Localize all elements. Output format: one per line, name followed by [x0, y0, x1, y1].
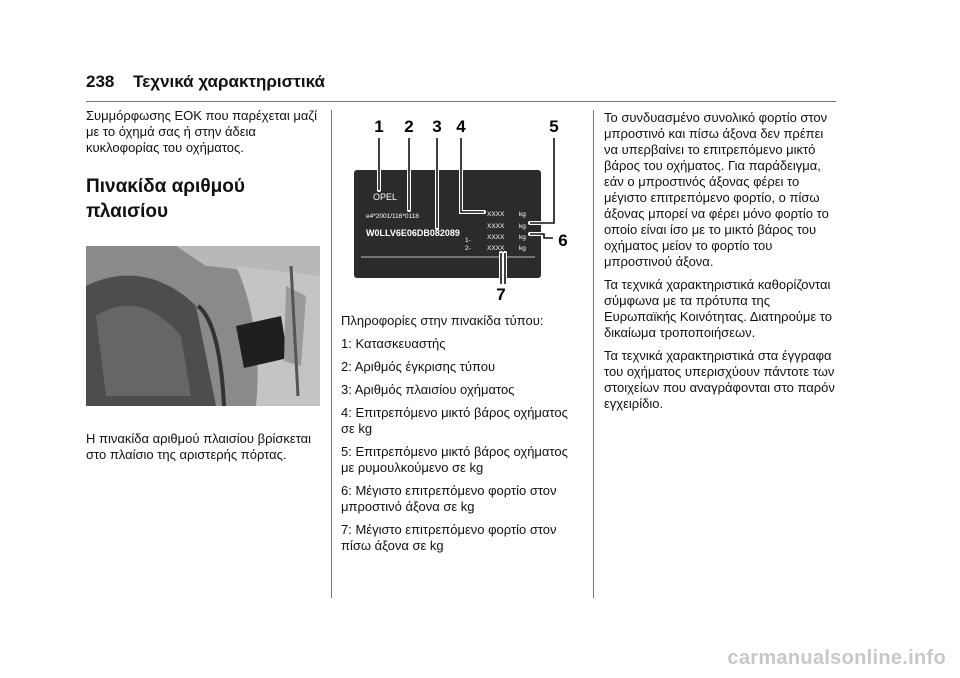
plate-weight-1: XXXX: [487, 211, 505, 218]
plate-weight-3: XXXX: [487, 234, 505, 241]
plate-info-item-6: 6: Μέγιστο επιτρεπόμενο φορτίο στον μπροστινό άξονα σε kg: [341, 483, 557, 514]
plate-vin: W0LLV6E06DB082089: [366, 228, 460, 238]
column-divider-2: [593, 110, 594, 598]
column-middle: [341, 313, 581, 561]
footer-watermark: carmanualsonline.info: [727, 647, 946, 669]
callout-6: 6: [558, 231, 568, 250]
plate-unit-4: kg: [519, 245, 526, 252]
plate-axle-1: 1-: [465, 237, 471, 244]
plate-info-item-3: 3: Αριθμός πλαισίου οχήματος: [341, 382, 515, 397]
page-number: 238: [86, 72, 115, 91]
axle-load-paragraph: Το συνδυασμένο συνολικό φορτίο στον μπροστινό και πίσω άξονα δεν πρέπει να υπερβαίνει το επιτρεπόμενο μικτό βάρος του οχήματος. Για παράδειγμα, εάν ο μπροστινός άξονας φέρει το μέγιστο επιτρεπόμενο φορτίο, ο πίσω άξονας μπορεί να φέρει μόνο φορτίο το οποίο είναι ίσο με το μικτό βάρος του οχήματος μείον το φορτίο του μπροστινού άξονα.: [604, 110, 829, 269]
callout-1: 1: [374, 117, 384, 136]
standards-paragraph: Τα τεχνικά χαρακτηριστικά καθορίζονται σύμφωνα με τα πρότυπα της Ευρωπαϊκής Κοινότητας. Διατηρούμε το δικαίωμα τροποποιήσεων.: [604, 277, 832, 340]
callout-4: 4: [456, 117, 466, 136]
plate-weight-4: XXXX: [487, 245, 505, 252]
plate-axle-2: 2-: [465, 245, 471, 252]
plate-info-intro: Πληροφορίες στην πινακίδα τύπου:: [341, 313, 544, 328]
plate-weight-2: XXXX: [487, 223, 505, 230]
plate-info-item-4: 4: Επιτρεπόμενο μικτό βάρος οχήματος σε kg: [341, 405, 568, 436]
callout-3: 3: [432, 117, 442, 136]
column-left: [86, 108, 322, 224]
section-title: Τεχνικά χαρακτηριστικά: [133, 72, 325, 91]
type-plate-diagram: [349, 112, 589, 308]
header-rule: [86, 101, 836, 102]
plate-info-item-7: 7: Μέγιστο επιτρεπόμενο φορτίο στον πίσω άξονα σε kg: [341, 522, 557, 553]
heading-vin-plate: Πινακίδα αριθμού πλαισίου: [86, 176, 245, 222]
plate-info-item-1: 1: Κατασκευαστής: [341, 336, 446, 351]
plate-approval-number: e4*2001/116*0118: [366, 213, 419, 220]
plate-unit-3: kg: [519, 234, 526, 241]
plate-unit-2: kg: [519, 223, 526, 230]
intro-paragraph: Συμμόρφωσης ΕΟΚ που παρέχεται μαζί με το όχημά σας ή στην άδεια κυκλοφορίας του οχήματος.: [86, 108, 317, 155]
column-right: [604, 110, 840, 419]
plate-brand: OPEL: [373, 192, 398, 202]
callout-5: 5: [549, 117, 559, 136]
plate-info-item-5: 5: Επιτρεπόμενο μικτό βάρος οχήματος με ρυμουλκούμενο σε kg: [341, 444, 568, 475]
column-divider-1: [331, 110, 332, 598]
door-frame-photo: [86, 246, 320, 406]
photo-caption: Η πινακίδα αριθμού πλαισίου βρίσκεται στο πλαίσιο της αριστερής πόρτας.: [86, 431, 312, 462]
callout-2: 2: [404, 117, 414, 136]
callout-7: 7: [496, 285, 506, 304]
plate-info-item-2: 2: Αριθμός έγκρισης τύπου: [341, 359, 496, 374]
plate-body: [354, 170, 541, 278]
page-header: [86, 72, 325, 92]
plate-unit-1: kg: [519, 211, 526, 218]
documents-paragraph: Τα τεχνικά χαρακτηριστικά στα έγγραφα του οχήματος υπερισχύουν πάντοτε των στοιχείων που αναγράφονται στο παρόν εγχειρίδιο.: [604, 348, 835, 411]
